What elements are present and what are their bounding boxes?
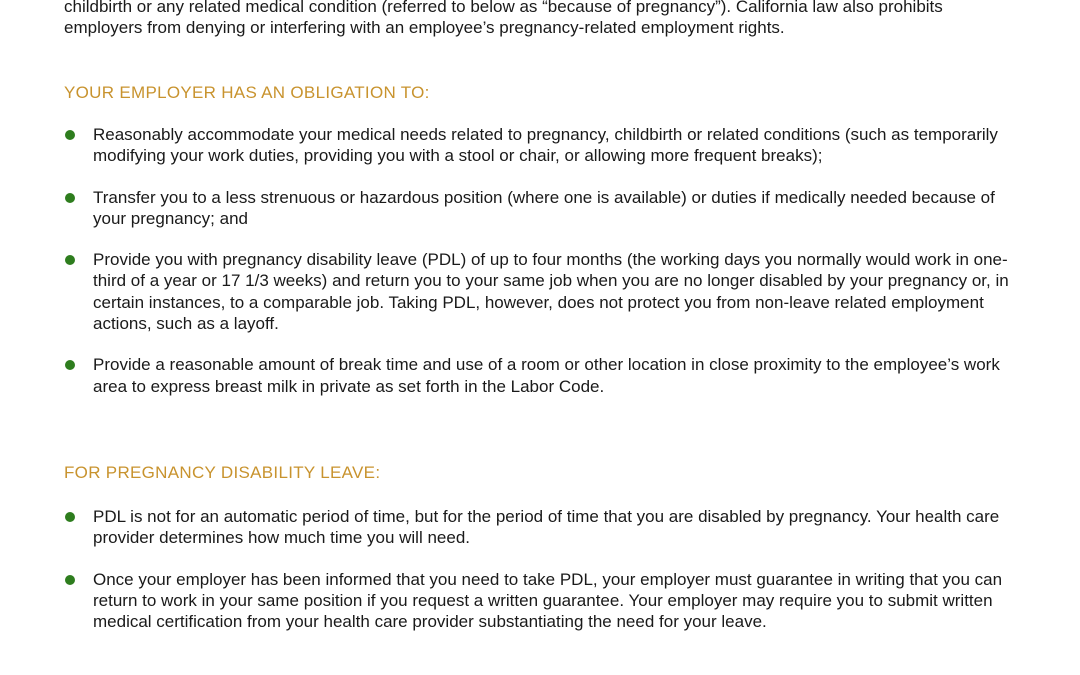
list-item	[64, 506, 1024, 549]
intro-paragraph: childbirth or any related medical condition (referred to below as “because of pregnancy”). California law also prohibits employers from denying or interfering with an employee’s pregnancy-related employment rights.	[64, 0, 943, 37]
bullet-icon	[65, 255, 75, 265]
list-item	[64, 124, 1024, 167]
bullet-icon	[65, 193, 75, 203]
section-heading-pdl: FOR PREGNANCY DISABILITY LEAVE:	[64, 463, 381, 482]
bullet-icon	[65, 512, 75, 522]
list-item-text: PDL is not for an automatic period of time, but for the period of time that you are disabled by pregnancy. Your health care provider determines how much time you will need.	[93, 507, 1000, 548]
list-item	[64, 187, 1024, 230]
list-item-text: Transfer you to a less strenuous or hazardous position (where one is available) or duties if medically needed because of your pregnancy; and	[93, 187, 995, 228]
bullet-icon	[65, 360, 75, 370]
list-item-text: Once your employer has been informed that you need to take PDL, your employer must guarantee in writing that you can return to work in your same position if you request a written guarantee. Your employer may require you to submit written medical certification from your health care provider substantiating the need for your leave.	[93, 569, 1003, 632]
list-item	[64, 569, 1024, 633]
bullet-icon	[65, 130, 75, 140]
section-heading-employer-obligation: YOUR EMPLOYER HAS AN OBLIGATION TO:	[64, 83, 430, 102]
employer-obligation-list	[64, 124, 1024, 417]
list-item-text: Provide you with pregnancy disability leave (PDL) of up to four months (the working days you normally would work in one-third of a year or 17 1/3 weeks) and return you to your same job when you are no longer disabled by your pregnancy or, in certain instances, to a comparable job. Taking PDL, however, does not protect you from non-leave related employment actions, such as a layoff.	[93, 250, 1009, 334]
bullet-icon	[65, 575, 75, 585]
list-item-text: Provide a reasonable amount of break time and use of a room or other location in close proximity to the employee’s work area to express breast milk in private as set forth in the Labor Code.	[93, 355, 1000, 396]
list-item	[64, 249, 1024, 334]
list-item	[64, 354, 1024, 397]
pdl-list	[64, 506, 1024, 652]
list-item-text: Reasonably accommodate your medical needs related to pregnancy, childbirth or related conditions (such as temporarily modifying your work duties, providing you with a stool or chair, or allowing more frequent breaks);	[93, 125, 998, 166]
